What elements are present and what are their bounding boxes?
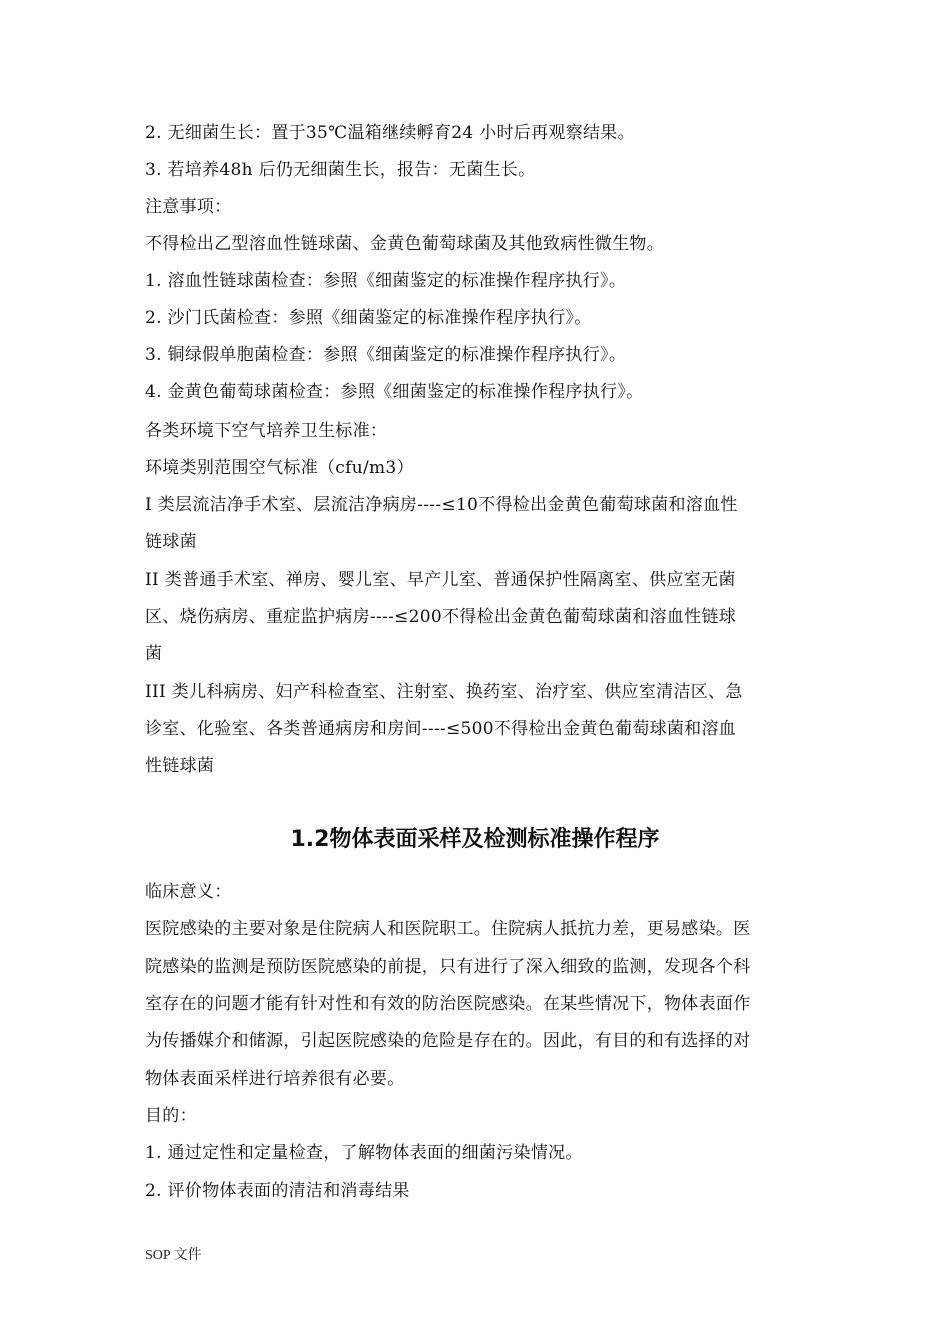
standard-line: 菌 [145,644,163,664]
list-item: 2. 评价物体表面的清洁和消毒结果 [145,1181,410,1201]
paragraph-line: 为传播媒介和储源，引起医院感染的危险是存在的。因此，有目的和有选择的对 [145,1031,751,1051]
list-item: 1. 溶血性链球菌检查：参照《细菌鉴定的标准操作程序执行》。 [145,271,627,291]
text-line: 环境类别范围空气标准（cfu/m3） [145,458,414,478]
standard-line: III 类儿科病房、妇产科检查室、注射室、换药室、治疗室、供应室清洁区、急 [145,682,743,702]
clinical-significance-label: 临床意义： [145,882,232,902]
standard-line: 链球菌 [145,532,197,552]
list-item: 4. 金黄色葡萄球菌检查：参照《细菌鉴定的标准操作程序执行》。 [145,382,644,402]
purpose-label: 目的： [145,1106,197,1126]
text-line: 3. 若培养48h 后仍无细菌生长，报告：无菌生长。 [145,160,536,180]
page-footer: SOP 文件 [145,1248,202,1263]
standard-line: 区、烧伤病房、重症监护病房----≤200不得检出金黄色葡萄球菌和溶血性链球 [145,607,737,627]
standard-line: II 类普通手术室、禅房、婴儿室、早产儿室、普通保护性隔离室、供应室无菌 [145,570,736,590]
paragraph-line: 物体表面采样进行培养很有必要。 [145,1069,405,1089]
notes-label: 注意事项： [145,197,232,217]
list-item: 2. 沙门氏菌检查：参照《细菌鉴定的标准操作程序执行》。 [145,308,592,328]
standard-line: 诊室、化验室、各类普通病房和房间----≤500不得检出金黄色葡萄球菌和溶血 [145,719,737,739]
paragraph-line: 室存在的问题才能有针对性和有效的防治医院感染。在某些情况下，物体表面作 [145,994,751,1014]
list-item: 1. 通过定性和定量检查，了解物体表面的细菌污染情况。 [145,1143,583,1163]
standard-line: I 类层流洁净手术室、层流洁净病房----≤10不得检出金黄色葡萄球菌和溶血性 [145,495,738,515]
section-heading: 1.2物体表面采样及检测标准操作程序 [290,827,660,852]
text-line: 2. 无细菌生长：置于35℃温箱继续孵育24 小时后再观察结果。 [145,123,635,143]
list-item: 3. 铜绿假单胞菌检查：参照《细菌鉴定的标准操作程序执行》。 [145,345,627,365]
text-line: 不得检出乙型溶血性链球菌、金黄色葡萄球菌及其他致病性微生物。 [145,234,664,254]
paragraph-line: 院感染的监测是预防医院感染的前提，只有进行了深入细致的监测，发现各个科 [145,957,751,977]
standard-line: 性链球菌 [145,756,215,776]
paragraph-line: 医院感染的主要对象是住院病人和医院职工。住院病人抵抗力差，更易感染。医 [145,919,751,939]
text-line: 各类环境下空气培养卫生标准： [145,421,388,441]
